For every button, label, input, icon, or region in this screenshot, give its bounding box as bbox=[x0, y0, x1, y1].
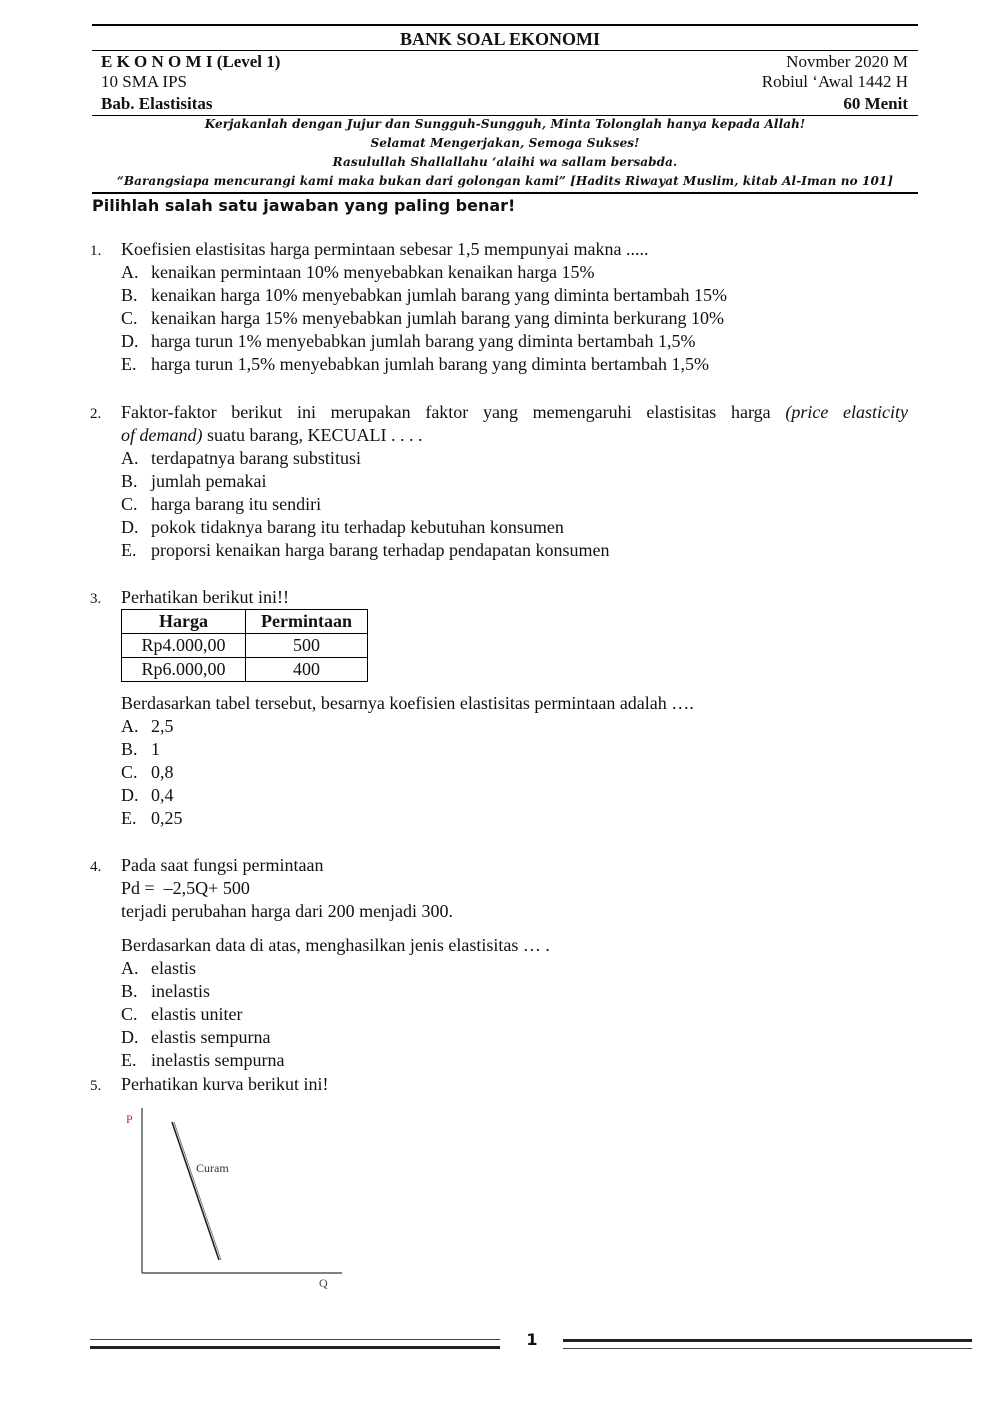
question-number: 3. bbox=[90, 591, 102, 607]
header-mid-rule bbox=[92, 115, 918, 116]
header-top-rule bbox=[92, 24, 918, 26]
option-b[interactable] bbox=[121, 738, 160, 761]
question-text: Faktor-faktor berikut ini merupakan faktor yang memengaruhi elastisitas harga bbox=[121, 402, 771, 422]
question-text: suatu barang, KECUALI . . . . bbox=[206, 425, 423, 445]
option-c[interactable] bbox=[121, 761, 174, 784]
option-a[interactable] bbox=[121, 447, 361, 470]
option-text: terdapatnya barang substitusi bbox=[151, 448, 361, 468]
option-letter: C. bbox=[121, 1004, 138, 1024]
table-row bbox=[122, 634, 368, 658]
option-e[interactable] bbox=[121, 539, 610, 562]
option-text: 1 bbox=[151, 739, 160, 759]
question-number: 1. bbox=[90, 243, 102, 259]
doc-title: BANK SOAL EKONOMI bbox=[399, 29, 601, 49]
option-letter: E. bbox=[121, 808, 137, 828]
option-letter: D. bbox=[121, 517, 139, 537]
option-letter: C. bbox=[121, 494, 138, 514]
x-axis-label: Q bbox=[319, 1276, 328, 1290]
option-d[interactable] bbox=[121, 1026, 270, 1049]
option-text: 0,4 bbox=[151, 785, 174, 805]
price-demand-table bbox=[121, 609, 368, 682]
table-header: Harga bbox=[122, 610, 246, 634]
option-letter: D. bbox=[121, 785, 139, 805]
option-letter: A. bbox=[121, 958, 139, 978]
option-text: kenaikan permintaan 10% menyebabkan kenaikan harga 15% bbox=[151, 262, 595, 282]
option-text: inelastis sempurna bbox=[151, 1050, 285, 1070]
option-letter: E. bbox=[121, 354, 137, 374]
option-letter: A. bbox=[121, 262, 139, 282]
motto-line-1: Kerjakanlah dengan Jujur dan Sungguh-Sungguh, Minta Tolonglah hanya kepada Allah! bbox=[204, 117, 806, 131]
motto-line-3: Rasulullah Shallallahu ‘alaihi wa sallam bersabda. bbox=[332, 155, 678, 169]
option-text: 0,8 bbox=[151, 762, 174, 782]
question-text-line-1 bbox=[121, 401, 908, 424]
option-letter: E. bbox=[121, 540, 137, 560]
class-label: 10 SMA IPS bbox=[101, 72, 187, 91]
subject-label: E K O N O M I (Level 1) bbox=[101, 52, 281, 71]
option-b[interactable] bbox=[121, 980, 210, 1003]
option-text: proporsi kenaikan harga barang terhadap pendapatan konsumen bbox=[151, 540, 610, 560]
hadith-line: “Barangsiapa mencurangi kami maka bukan dari golongan kami” [Hadits Riwayat Muslim, kitab Al-Iman no 101] bbox=[116, 174, 894, 188]
option-letter: B. bbox=[121, 285, 138, 305]
option-letter: D. bbox=[121, 1027, 139, 1047]
question-text-line-2 bbox=[121, 424, 422, 447]
option-letter: C. bbox=[121, 762, 138, 782]
option-text: pokok tidaknya barang itu terhadap kebutuhan konsumen bbox=[151, 517, 564, 537]
question-text-2: terjadi perubahan harga dari 200 menjadi 300. bbox=[121, 901, 454, 921]
table-cell: Rp6.000,00 bbox=[122, 658, 246, 682]
option-letter: A. bbox=[121, 716, 139, 736]
option-letter: B. bbox=[121, 471, 138, 491]
question-number: 2. bbox=[90, 406, 102, 422]
demand-formula: Pd = –2,5Q+ 500 bbox=[121, 878, 250, 898]
option-letter: B. bbox=[121, 739, 138, 759]
question-term: (price elasticity bbox=[785, 402, 909, 422]
question-number: 5. bbox=[90, 1078, 102, 1094]
date-hijri: Robiul ‘Awal 1442 H bbox=[761, 72, 908, 91]
table-header: Permintaan bbox=[246, 610, 368, 634]
option-text: harga turun 1,5% menyebabkan jumlah barang yang diminta bertambah 1,5% bbox=[151, 354, 709, 374]
option-a[interactable] bbox=[121, 715, 174, 738]
instruction: Pilihlah salah satu jawaban yang paling benar! bbox=[92, 196, 516, 215]
header-title-rule bbox=[92, 50, 918, 51]
option-letter: C. bbox=[121, 308, 138, 328]
option-e[interactable] bbox=[121, 807, 183, 830]
curve-label: Curam bbox=[196, 1161, 229, 1175]
option-text: harga turun 1% menyebabkan jumlah barang yang diminta bertambah 1,5% bbox=[151, 331, 696, 351]
question-number: 4. bbox=[90, 859, 102, 875]
question-text: Berdasarkan tabel tersebut, besarnya koefisien elastisitas permintaan adalah …. bbox=[121, 693, 694, 713]
motto-line-2: Selamat Mengerjakan, Semoga Sukses! bbox=[370, 136, 640, 150]
option-text: elastis sempurna bbox=[151, 1027, 271, 1047]
question-text: Pada saat fungsi permintaan bbox=[121, 855, 324, 875]
question-text: Perhatikan kurva berikut ini! bbox=[121, 1074, 329, 1094]
option-text: jumlah pemakai bbox=[151, 471, 267, 491]
option-c[interactable] bbox=[121, 493, 321, 516]
option-a[interactable] bbox=[121, 261, 595, 284]
footer-rule-left bbox=[90, 1339, 500, 1349]
option-e[interactable] bbox=[121, 353, 709, 376]
page-number: 1 bbox=[526, 1330, 538, 1349]
table-cell: 500 bbox=[246, 634, 368, 658]
option-text: kenaikan harga 10% menyebabkan jumlah barang yang diminta bertambah 15% bbox=[151, 285, 727, 305]
header-bottom-rule bbox=[92, 192, 918, 194]
option-text: 0,25 bbox=[151, 808, 183, 828]
option-text: kenaikan harga 15% menyebabkan jumlah barang yang diminta berkurang 10% bbox=[151, 308, 724, 328]
demand-curve-graph bbox=[110, 1100, 360, 1300]
option-a[interactable] bbox=[121, 957, 196, 980]
table-header-row bbox=[122, 610, 368, 634]
option-b[interactable] bbox=[121, 470, 266, 493]
question-prompt: Berdasarkan data di atas, menghasilkan jenis elastisitas … . bbox=[121, 935, 550, 955]
option-b[interactable] bbox=[121, 284, 727, 307]
y-axis-label: P bbox=[126, 1112, 133, 1126]
option-letter: E. bbox=[121, 1050, 137, 1070]
table-cell: Rp4.000,00 bbox=[122, 634, 246, 658]
option-d[interactable] bbox=[121, 516, 564, 539]
option-d[interactable] bbox=[121, 330, 696, 353]
option-c[interactable] bbox=[121, 1003, 242, 1026]
duration-label: 60 Menit bbox=[843, 94, 908, 113]
steep-demand-curve bbox=[172, 1122, 219, 1260]
question-text: Koefisien elastisitas harga permintaan sebesar 1,5 mempunyai makna ..... bbox=[121, 239, 649, 259]
option-c[interactable] bbox=[121, 307, 724, 330]
option-text: elastis uniter bbox=[151, 1004, 243, 1024]
option-letter: A. bbox=[121, 448, 139, 468]
option-d[interactable] bbox=[121, 784, 174, 807]
question-text: Perhatikan berikut ini!! bbox=[121, 587, 289, 607]
steep-demand-curve-shadow bbox=[174, 1122, 221, 1260]
option-letter: B. bbox=[121, 981, 138, 1001]
date-masehi: Novmber 2020 M bbox=[786, 52, 908, 71]
option-text: inelastis bbox=[151, 981, 210, 1001]
option-text: harga barang itu sendiri bbox=[151, 494, 322, 514]
table-row bbox=[122, 658, 368, 682]
option-letter: D. bbox=[121, 331, 139, 351]
question-term: of demand) bbox=[121, 425, 203, 445]
chapter-label: Bab. Elastisitas bbox=[101, 94, 213, 113]
option-e[interactable] bbox=[121, 1049, 284, 1072]
option-text: elastis bbox=[151, 958, 196, 978]
table-cell: 400 bbox=[246, 658, 368, 682]
footer-rule-right bbox=[563, 1339, 972, 1349]
option-text: 2,5 bbox=[151, 716, 174, 736]
